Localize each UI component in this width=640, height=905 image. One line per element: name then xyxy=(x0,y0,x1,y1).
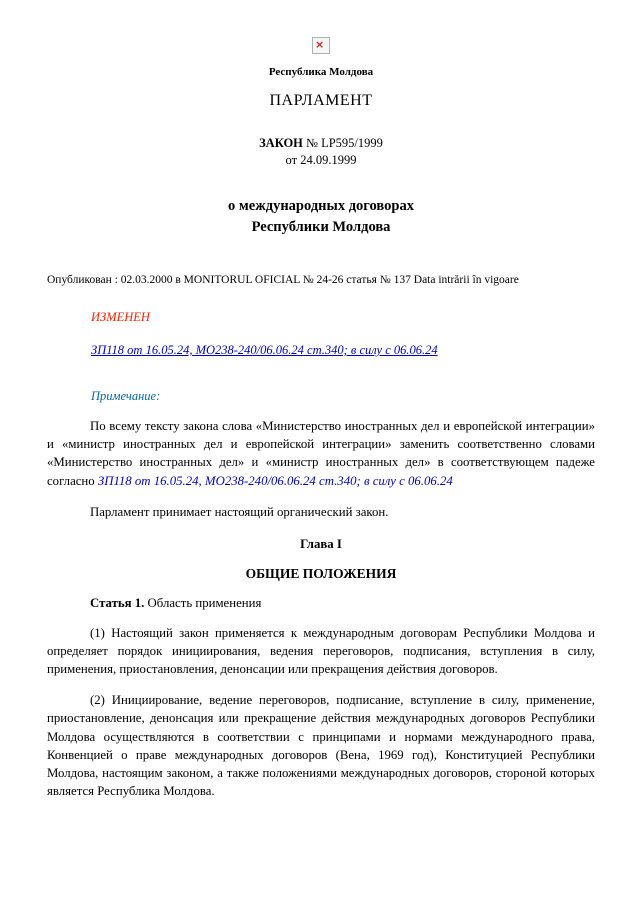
note-paragraph xyxy=(47,417,595,490)
paragraph-2: (2) Инициирование, ведение переговоров, подписание, вступление в силу, применение, приостановление, денонсация или прекращение действия международных договоров Республики Молдова осуществляются в соответствии с принципами и нормами международного права, Конвенцией о праве международных договоров (Вена, 1969 год), Конституцией Республики Молдова, настоящим законом, а также положениями международных договоров, стороной которых является Республика Молдова. xyxy=(47,693,595,799)
document-title-line1: о международных договорах xyxy=(228,198,414,214)
law-date: от 24.09.1999 xyxy=(285,153,357,167)
note-reference-link[interactable]: ЗП118 от 16.05.24, МО238-240/06.06.24 ст.340; в силу с 06.06.24 xyxy=(97,473,453,488)
amendment-link[interactable]: ЗП118 от 16.05.24, МО238-240/06.06.24 ст.340; в силу с 06.06.24 xyxy=(91,343,438,358)
broken-image-x: × xyxy=(315,37,325,51)
note-paragraph-text: По всему тексту закона слова «Министерство иностранных дел и европейской интеграции» и «министр иностранных дел и европейской интеграции» заменить соответственно словами «Министерство иностранных дел» и «министр иностранных дел» в соответствующем падеже согласно xyxy=(47,419,595,488)
law-number-line xyxy=(47,136,595,151)
document-title xyxy=(47,196,595,238)
published-line: Опубликован : 02.03.2000 в MONITORUL OFICIAL № 24-26 статья № 137 Data intrării în vigoare xyxy=(47,274,519,287)
header-image-row xyxy=(47,36,595,54)
chapter-title: ОБЩИЕ ПОЛОЖЕНИЯ xyxy=(245,565,397,581)
amendments-block xyxy=(91,310,587,404)
document-title-line2: Республики Молдова xyxy=(251,219,391,236)
article-1-label: Статья 1. xyxy=(90,595,145,610)
law-label: ЗАКОН xyxy=(259,136,303,150)
parliament-title: ПАРЛАМЕНТ xyxy=(269,92,373,109)
intro-paragraph: Парламент принимает настоящий органический закон. xyxy=(90,504,389,519)
paragraph-1: (1) Настоящий закон применяется к международным договорам Республики Молдова и определяет порядок инициирования, ведения переговоров, подписания, вступления в силу, применения, приостановления, денонсации или прекращения действия договоров. xyxy=(47,625,595,677)
broken-image-icon xyxy=(312,37,330,54)
chapter-heading: Глава I xyxy=(300,536,342,551)
article-1-title: Область применения xyxy=(144,595,262,610)
org-name: Республика Молдова xyxy=(268,66,374,78)
article-1-heading xyxy=(47,596,595,611)
note-label: Примечание: xyxy=(91,389,161,404)
amended-label: ИЗМЕНЕН xyxy=(91,310,150,325)
law-number: № LP595/1999 xyxy=(302,136,383,150)
